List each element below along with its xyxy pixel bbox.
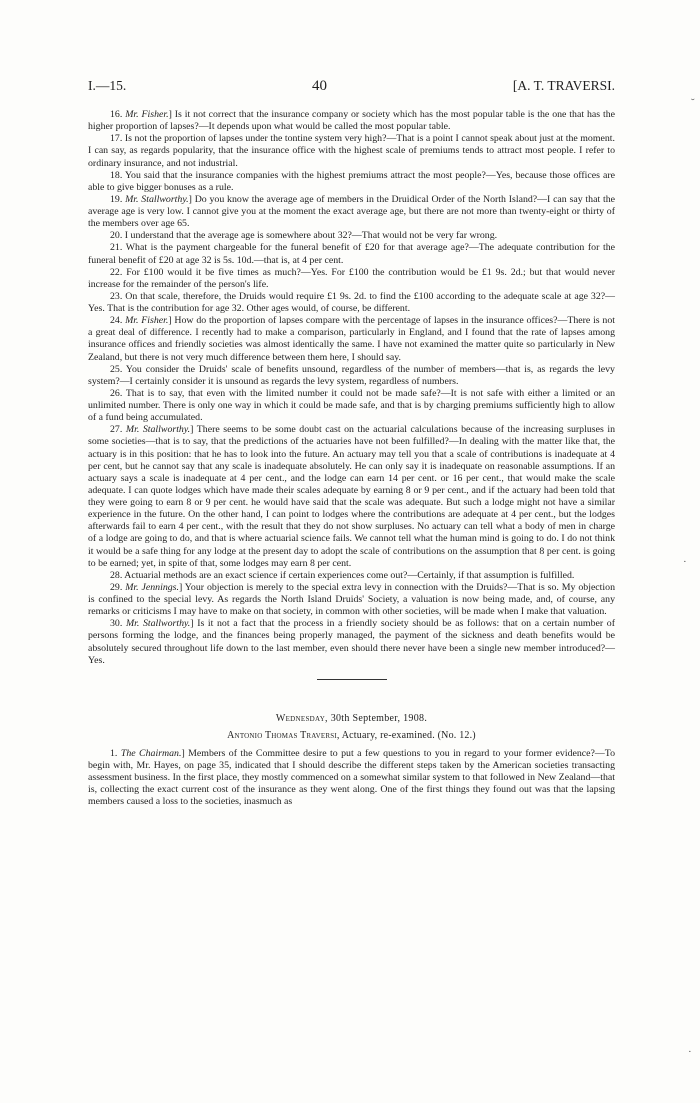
evidence-section-2 — [88, 748, 615, 809]
qa-text: Is not the proportion of lapses under the tontine system very high?—That is a point I cannot speak about just at the moment. I can say, as regards popularity, that the insurance office with the highest scale of premiums tends to attract most people. I refer to ordinary insurance, and not industrial. — [88, 133, 615, 169]
qa-number: 19. — [110, 193, 123, 205]
section-divider — [317, 679, 387, 680]
qa-number: 28. — [110, 569, 123, 581]
qa-number: 20. — [110, 230, 123, 242]
qa-paragraph — [88, 388, 615, 424]
qa-speaker: Mr. Stallworthy. — [125, 618, 191, 630]
qa-number: 21. — [110, 242, 123, 254]
qa-number: 18. — [110, 169, 123, 181]
qa-paragraph — [88, 170, 615, 194]
qa-number: 22. — [110, 266, 123, 278]
evidence-section — [88, 109, 615, 667]
qa-paragraph — [88, 364, 615, 388]
qa-speaker: Mr. Jennings. — [125, 581, 179, 593]
qa-text: Is it not correct that the insurance company or society which has the most popular table is the one that has the higher proportion of lapses?—It depends upon what would be called the most popular table. — [88, 109, 616, 133]
session-date — [88, 713, 615, 724]
qa-speaker: The Chairman. — [120, 747, 182, 759]
witness-heading — [88, 730, 615, 741]
qa-text: That is to say, that even with the limited number it could not be made safe?—It is not safe with either a limited or an unlimited number. There is only one way in which it could be made safe, and that is by charging premiums sufficiently high to allow of a fund being accumulated. — [88, 387, 615, 424]
qa-paragraph — [88, 267, 615, 291]
qa-paragraph: 19. Mr. Stallworthy.] Do you know the average age of members in the Druidical Order of the North Island?—I can say that the average age is very low. I cannot give you at the moment the exact average age, but there are not more than twenty-eight or thirty of the members over age 65. — [88, 193, 615, 230]
qa-paragraph — [88, 230, 615, 242]
qa-number: 16. — [110, 109, 123, 120]
qa-text: Do you know the average age of members in the Druidical Order of the North Island?—I can say that the average age is very low. I cannot give you at the moment the exact average age, but there are not more than twenty-eight or thirty of the members over age 65. — [88, 193, 615, 230]
qa-paragraph — [88, 291, 615, 315]
header-right: [A. T. TRAVERSI. — [512, 78, 615, 93]
qa-speaker: Mr. Fisher. — [125, 109, 169, 120]
qa-number: 30. — [110, 618, 123, 630]
qa-number: 29. — [110, 581, 123, 593]
page-header — [88, 78, 615, 95]
qa-text: Members of the Committee desire to put a few questions to you in regard to your former evidence?—To begin with, Mr. Hayes, on page 35, indicated that I should describe the different steps taken by the American societies transacting assessment business. In the first place, they mostly commenced on a somewhat similar system to that followed in New Zealand—that is, collecting the exact current cost of the insurance as they went along. One of the first things they found out was that the lapsing members caused a loss to the societies, inasmuch as — [88, 747, 615, 808]
qa-text: For £100 would it be five times as much?—Yes. For £100 the contribution would be £1 9s. 2d.; but that would never increase for the remainder of the person's life. — [88, 266, 616, 290]
witness-name: Antonio Thomas Traversi, — [227, 729, 340, 741]
session-date-text: 30th September, 1908. — [330, 712, 428, 724]
qa-number: 27. — [110, 424, 123, 436]
header-left: I.—15. — [88, 78, 127, 93]
qa-text: There seems to be some doubt cast on the actuarial calculations because of the increasing surpluses in some societies—that is to say, that the predictions of the actuaries have not been fulfilled?—In dealing with the matter like that, the actuary is in this position: that he has to look into the future. An actuary may tell you that a scale of contributions is inadequate at 4 per cent, but he cannot say that any scale is inadequate absolutely. He can only say it is inadequate on reasonable assumptions. If an actuary says a scale is inadequate at 4 per cent., and the lodge can earn 14 per cent. or 16 per cent., that would make the scale adequate. I can quote lodges which have made their scales adequate by earning 8 or 9 per cent., and if the actuary had been told that they were going to earn 8 or 9 per cent. he would have said that the scale was adequate. But such a lodge might not have a similar experience in the future. On the other hand, I can point to lodges where the contributions are adequate at 4 per cent., but the lodges afterwards fail to earn 4 per cent., with the result that they do not show surpluses. No actuary can tell what a body of men in charge of a lodge are going to do, and that is where actuarial science fails. We cannot tell what the human mind is going to do. I do not think it would be a safe thing for any lodge at the present day to adopt the scale of contributions on the assumption that 8 per cent. is going to be earned; yet, in spite of that, some lodges may earn 8 per cent. — [88, 424, 615, 569]
qa-number: 1. — [110, 747, 118, 759]
qa-paragraph: 24. Mr. Fisher.] How do the proportion of lapses compare with the percentage of lapses in the insurance offices?—There is not a great deal of difference. I recently had to make a comparison, particularly in England, and I found that the rate of lapses among insurance offices and friendly societies was almost identically the same. I have not examined the matter quite so particularly in New Zealand, but there is not very much difference between them here, I should say. — [88, 315, 615, 363]
qa-speaker: Mr. Stallworthy. — [125, 193, 189, 205]
qa-paragraph: 29. Mr. Jennings.] Your objection is merely to the special extra levy in connection with the Druids?—That is so. My objection is confined to the special levy. As regards the North Island Druids' Society, a valuation is now being made, and, of course, any remarks or criticisms I may have to make on that society, in common with other societies, will be made when I make that valuation. — [88, 581, 615, 618]
qa-number: 17. — [110, 133, 123, 145]
qa-paragraph — [88, 242, 615, 266]
margin-mark: ˘ — [691, 97, 695, 109]
page-number: 40 — [312, 78, 328, 94]
qa-number: 26. — [110, 387, 123, 399]
qa-number: 25. — [110, 363, 123, 375]
margin-mark: · — [688, 1046, 692, 1058]
qa-text: On that scale, therefore, the Druids would require £1 9s. 2d. to find the £100 according to the adequate scale at age 32?—Yes. That is the contribution for age 32. Other ages would, of course, be different. — [88, 290, 615, 314]
qa-paragraph: 27. Mr. Stallworthy.] There seems to be some doubt cast on the actuarial calculations because of the increasing surpluses in some societies—that is to say, that the predictions of the actuaries have not been fulfilled?—In dealing with the matter like that, the actuary is in this position: that he has to look into the future. An actuary may tell you that a scale of contributions is inadequate at 4 per cent, but he cannot say that any scale is inadequate absolutely. He can only say it is inadequate on reasonable assumptions. If an actuary says a scale is inadequate at 4 per cent., and the lodge can earn 14 per cent. or 16 per cent., that would make the scale adequate. I can quote lodges which have made their scales adequate by earning 8 or 9 per cent., and if the actuary had been told that they were going to earn 8 or 9 per cent. he would have said that the scale was adequate. But such a lodge might not have a similar experience in the future. On the other hand, I can point to lodges where the contributions are adequate at 4 per cent., but the lodges afterwards fail to earn 4 per cent., with the result that they do not show surpluses. No actuary can tell what a body of men in charge of a lodge are going to do, and that is where actuarial science fails. We cannot tell what the human mind is going to do. I do not think it would be a safe thing for any lodge at the present day to adopt the scale of contributions on the assumption that 8 per cent. is going to be earned; yet, in spite of that, some lodges may earn 8 per cent. — [88, 424, 615, 569]
qa-text: How do the proportion of lapses compare with the percentage of lapses in the insurance offices?—There is not a great deal of difference. I recently had to make a comparison, particularly in England, and I found that the rate of lapses among insurance offices and friendly societies was almost identically the same. I have not examined the matter quite so particularly in New Zealand, but there is not very much difference between them here, I should say. — [88, 315, 615, 363]
qa-paragraph: 16. Mr. Fisher.] Is it not correct that the insurance company or society which has the most popular table is the one that has the higher proportion of lapses?—It depends upon what would be called the most popular table. — [88, 109, 616, 133]
qa-text: Your objection is merely to the special extra levy in connection with the Druids?—That is so. My objection is confined to the special levy. As regards the North Island Druids' Society, a valuation is now being made, and, of course, any remarks or criticisms I may have to make on that society, in common with other societies, will be made when I make that valuation. — [88, 581, 615, 618]
qa-speaker: Mr. Fisher. — [125, 315, 169, 327]
qa-text: What is the payment chargeable for the funeral benefit of £20 for that average age?—The adequate contribution for the funeral benefit of £20 at age 32 is 5s. 10d.—that is, at 4 per cent. — [88, 242, 615, 266]
qa-number: 24. — [110, 315, 123, 327]
qa-text: You said that the insurance companies with the highest premiums attract the most people?—Yes, because those offices are able to give bigger bonuses as a rule. — [88, 169, 615, 193]
qa-text: You consider the Druids' scale of benefits unsound, regardless of the number of members—that is, as regards the levy system?—I certainly consider it is unsound as regards the levy system, regardless of numbers. — [88, 363, 615, 387]
qa-text: I understand that the average age is somewhere about 32?—That would not be very far wrong. — [124, 230, 498, 242]
qa-paragraph — [88, 133, 615, 169]
qa-text: Is it not a fact that the process in a friendly society should be as follows: that on a certain number of persons forming the lodge, and the finances being properly managed, the payment of the sickness and death benefits would be absolutely secured throughout life down to the last member, even should there never have been a single new member introduced?—Yes. — [88, 618, 615, 666]
qa-number: 23. — [110, 290, 123, 302]
session-weekday: Wednesday, — [275, 712, 328, 724]
document-page — [88, 78, 615, 808]
margin-mark: · — [683, 556, 687, 568]
qa-paragraph — [88, 570, 615, 582]
qa-text: Actuarial methods are an exact science if certain experiences come out?—Certainly, if that assumption is fulfilled. — [124, 569, 575, 581]
qa-paragraph: 30. Mr. Stallworthy.] Is it not a fact that the process in a friendly society should be as follows: that on a certain number of persons forming the lodge, and the finances being properly managed, the payment of the sickness and death benefits would be absolutely secured throughout life down to the last member, even should there never have been a single new member introduced?—Yes. — [88, 618, 615, 666]
witness-note: Actuary, re-examined. (No. 12.) — [341, 729, 476, 741]
qa-speaker: Mr. Stallworthy. — [125, 424, 191, 436]
qa-paragraph: 1. The Chairman.] Members of the Committee desire to put a few questions to you in regard to your former evidence?—To begin with, Mr. Hayes, on page 35, indicated that I should describe the different steps taken by the American societies transacting assessment business. In the first place, they mostly commenced on a somewhat similar system to that followed in New Zealand—that is, collecting the exact current cost of the insurance as they went along. One of the first things they found out was that the lapsing members caused a loss to the societies, inasmuch as — [88, 747, 615, 808]
